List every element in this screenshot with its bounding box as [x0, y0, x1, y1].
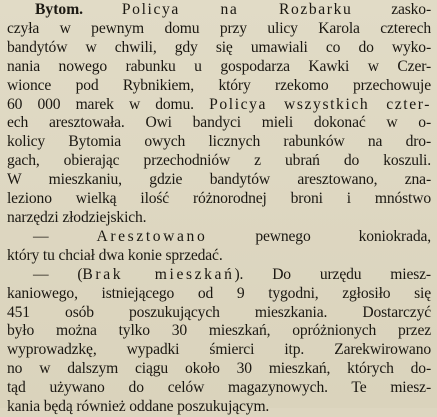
line: było można tylko 30 mieszkań, opróżnionych przez [7, 322, 431, 340]
line: nania nowego rabunku u gospodarza Kawki w Czer- [7, 57, 431, 75]
line: gach, obierając przechodniów z ubrań do koszuli. [7, 152, 431, 170]
text-fragment: zasko- [391, 1, 432, 18]
em-dash: — [33, 227, 49, 245]
line: leziono wielką ilość różnorodnej broni i mnóstwo [7, 190, 431, 208]
line: no w dalszym ciągu około 30 mieszkań, których do- [7, 360, 431, 378]
line [7, 96, 431, 115]
line: narzędzi złodziejskich. [7, 208, 147, 226]
line: W mieszkaniu, gdzie bandytów aresztowano, zna- [7, 171, 431, 189]
paragraph-aresztowano [7, 228, 431, 266]
line: kolicy Bytomia owych licznych rabunków na dro- [7, 133, 431, 151]
line: wyprowadzkę, wypadki śmierci itp. Zarekwirowano [7, 341, 431, 359]
line: kaniowego, istniejącego od 9 tygodni, zgłosiło się [7, 284, 431, 302]
article-heading: Bytom. [35, 1, 84, 18]
line: bandytów w chwili, gdy się umawiali co do wyko- [7, 38, 431, 56]
paragraph-bytom [7, 1, 431, 228]
line: tąd używano do celów magazynowych. Te miesz- [7, 379, 431, 397]
line: wionce pod Rybnikiem, który rzekomo przechowuje [7, 76, 431, 94]
text-fragment: 60 000 marek w domu. [7, 95, 194, 113]
line: kania będą również oddane poszukującym. [7, 398, 270, 416]
line [7, 266, 431, 285]
spaced-keyword: Aresztowano [96, 227, 208, 245]
text-fragment: pewnego koniokrada, [255, 227, 432, 245]
text-fragment: ). Do urzędu miesz- [234, 265, 431, 283]
line [7, 1, 431, 20]
line: 451 osób poszukujących mieszkania. Dostarczyć [7, 303, 431, 321]
line: który tu chciał dwa konie sprzedać. [7, 246, 223, 264]
paragraph-brak-mieszkan [7, 266, 431, 417]
text-fragment: — ( [33, 265, 83, 283]
article-headline: Policya na Rozbarku [121, 1, 353, 18]
line: ech aresztowała. Owi bandyci mieli dokonać w o- [7, 114, 431, 132]
spaced-keyword: Brak mieszkań [82, 265, 235, 283]
text-fragment: Policya wszystkich czter- [209, 95, 431, 113]
line: czyła w pewnym domu przy ulicy Karola czterech [7, 19, 431, 37]
line [7, 228, 431, 247]
